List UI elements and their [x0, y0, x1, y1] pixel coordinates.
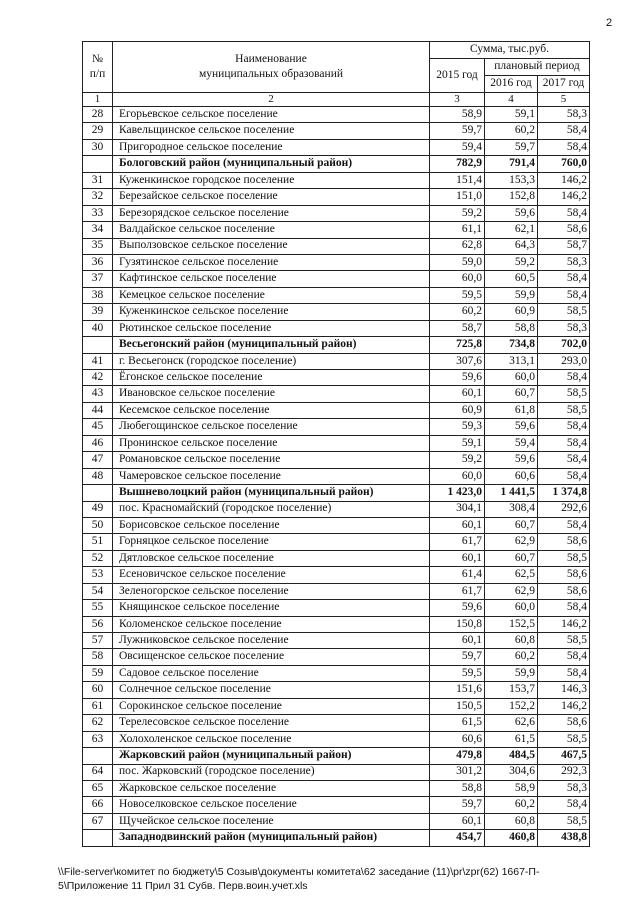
col-header-plan-period: плановый период — [485, 59, 590, 76]
value-2017: 58,6 — [538, 583, 590, 599]
value-2015: 151,6 — [430, 682, 485, 698]
table-row — [83, 698, 590, 714]
value-2015: 150,8 — [430, 616, 485, 632]
table-row — [83, 402, 590, 418]
municipality-name: Рютинское сельское поселение — [113, 320, 430, 336]
table-row — [83, 583, 590, 599]
value-2015: 61,7 — [430, 534, 485, 550]
row-number: 47 — [83, 452, 113, 468]
col-header-2015: 2015 год — [430, 59, 485, 93]
row-number: 52 — [83, 550, 113, 566]
file-path-footer — [58, 865, 539, 893]
value-2016: 153,7 — [485, 682, 538, 698]
value-2016: 59,4 — [485, 435, 538, 451]
value-2015: 59,1 — [430, 435, 485, 451]
value-2017: 58,5 — [538, 386, 590, 402]
row-number: 35 — [83, 238, 113, 254]
value-2015: 304,1 — [430, 501, 485, 517]
row-number: 55 — [83, 600, 113, 616]
municipality-name: Новоселковское сельское поселение — [113, 797, 430, 813]
value-2016: 60,7 — [485, 517, 538, 533]
row-number: 45 — [83, 419, 113, 435]
value-2015: 59,7 — [430, 797, 485, 813]
municipality-name: Овсищенское сельское поселение — [113, 649, 430, 665]
row-number: 29 — [83, 123, 113, 139]
row-number: 31 — [83, 172, 113, 188]
row-number: 32 — [83, 189, 113, 205]
value-2016: 64,3 — [485, 238, 538, 254]
value-2015: 307,6 — [430, 353, 485, 369]
value-2015: 61,7 — [430, 583, 485, 599]
value-2016: 59,1 — [485, 107, 538, 123]
value-2015: 58,7 — [430, 320, 485, 336]
row-number — [83, 830, 113, 846]
municipality-name: Выползовское сельское поселение — [113, 238, 430, 254]
row-number: 42 — [83, 370, 113, 386]
col-number: 3 — [430, 93, 485, 107]
value-2015: 58,8 — [430, 780, 485, 796]
value-2016: 59,2 — [485, 254, 538, 270]
value-2015: 59,7 — [430, 649, 485, 665]
value-2015: 60,1 — [430, 517, 485, 533]
value-2017: 58,6 — [538, 222, 590, 238]
municipality-name: Весьегонский район (муниципальный район) — [113, 337, 430, 353]
file-path-line: 5\Приложение 11 Прил 31 Субв. Перв.воин.учет.xls — [58, 880, 308, 892]
value-2016: 152,8 — [485, 189, 538, 205]
value-2016: 153,3 — [485, 172, 538, 188]
value-2016: 59,6 — [485, 205, 538, 221]
row-number: 64 — [83, 764, 113, 780]
value-2015: 60,1 — [430, 813, 485, 829]
value-2016: 308,4 — [485, 501, 538, 517]
table-row — [83, 616, 590, 632]
municipality-name: пос. Красномайский (городское поселение) — [113, 501, 430, 517]
value-2017: 58,4 — [538, 435, 590, 451]
table-row — [83, 189, 590, 205]
municipality-name: Валдайское сельское поселение — [113, 222, 430, 238]
value-2016: 59,7 — [485, 139, 538, 155]
value-2016: 60,6 — [485, 468, 538, 484]
value-2017: 292,6 — [538, 501, 590, 517]
municipality-name: Пригородное сельское поселение — [113, 139, 430, 155]
column-number-row — [83, 93, 590, 107]
value-2016: 62,6 — [485, 715, 538, 731]
row-number: 44 — [83, 402, 113, 418]
value-2016: 60,0 — [485, 600, 538, 616]
municipality-name: Горняцкое сельское поселение — [113, 534, 430, 550]
value-2017: 58,4 — [538, 271, 590, 287]
row-number: 36 — [83, 254, 113, 270]
col-number: 1 — [83, 93, 113, 107]
subsidy-table — [82, 41, 590, 847]
district-total-row — [83, 748, 590, 764]
table-row — [83, 468, 590, 484]
row-number: 39 — [83, 304, 113, 320]
value-2017: 146,2 — [538, 698, 590, 714]
municipality-name: пос. Жарковский (городское поселение) — [113, 764, 430, 780]
value-2015: 301,2 — [430, 764, 485, 780]
table-row — [83, 254, 590, 270]
row-number: 66 — [83, 797, 113, 813]
table-row — [83, 813, 590, 829]
row-number: 46 — [83, 435, 113, 451]
value-2015: 60,9 — [430, 402, 485, 418]
row-number: 65 — [83, 780, 113, 796]
municipality-name: Зеленогорское сельское поселение — [113, 583, 430, 599]
table-row — [83, 107, 590, 123]
table-row — [83, 600, 590, 616]
municipality-name: Гузятинское сельское поселение — [113, 254, 430, 270]
table-row — [83, 419, 590, 435]
value-2015: 59,2 — [430, 452, 485, 468]
value-2017: 58,4 — [538, 797, 590, 813]
value-2016: 59,9 — [485, 665, 538, 681]
table-row — [83, 665, 590, 681]
col-number: 4 — [485, 93, 538, 107]
value-2017: 58,6 — [538, 567, 590, 583]
district-total-row — [83, 485, 590, 501]
value-2016: 60,9 — [485, 304, 538, 320]
table-row — [83, 353, 590, 369]
district-total-row — [83, 156, 590, 172]
value-2017: 438,8 — [538, 830, 590, 846]
row-number: 61 — [83, 698, 113, 714]
col-number: 2 — [113, 93, 430, 107]
municipality-name: Княщинское сельское поселение — [113, 600, 430, 616]
municipality-name: Щучейское сельское поселение — [113, 813, 430, 829]
value-2017: 58,4 — [538, 139, 590, 155]
table-row — [83, 731, 590, 747]
value-2015: 59,5 — [430, 287, 485, 303]
value-2015: 782,9 — [430, 156, 485, 172]
table-row — [83, 797, 590, 813]
col-header-sum: Сумма, тыс.руб. — [430, 42, 590, 59]
value-2016: 58,8 — [485, 320, 538, 336]
value-2015: 59,4 — [430, 139, 485, 155]
municipality-name: Жарковское сельское поселение — [113, 780, 430, 796]
value-2017: 293,0 — [538, 353, 590, 369]
value-2017: 467,5 — [538, 748, 590, 764]
table-header — [83, 42, 590, 107]
value-2017: 146,2 — [538, 616, 590, 632]
value-2015: 454,7 — [430, 830, 485, 846]
municipality-name: Ёгонское сельское поселение — [113, 370, 430, 386]
value-2017: 58,4 — [538, 452, 590, 468]
value-2017: 146,2 — [538, 189, 590, 205]
value-2017: 1 374,8 — [538, 485, 590, 501]
value-2017: 58,4 — [538, 205, 590, 221]
row-number: 60 — [83, 682, 113, 698]
value-2016: 60,7 — [485, 550, 538, 566]
value-2016: 60,5 — [485, 271, 538, 287]
value-2017: 58,4 — [538, 123, 590, 139]
value-2015: 151,4 — [430, 172, 485, 188]
table-row — [83, 649, 590, 665]
value-2017: 58,3 — [538, 780, 590, 796]
value-2017: 146,3 — [538, 682, 590, 698]
row-number — [83, 156, 113, 172]
value-2016: 734,8 — [485, 337, 538, 353]
table-row — [83, 501, 590, 517]
municipality-name: Егорьевское сельское поселение — [113, 107, 430, 123]
value-2016: 61,5 — [485, 731, 538, 747]
value-2016: 62,5 — [485, 567, 538, 583]
value-2015: 60,0 — [430, 468, 485, 484]
value-2017: 58,7 — [538, 238, 590, 254]
value-2017: 702,0 — [538, 337, 590, 353]
value-2016: 60,0 — [485, 370, 538, 386]
row-number: 34 — [83, 222, 113, 238]
row-number: 62 — [83, 715, 113, 731]
row-number: 51 — [83, 534, 113, 550]
col-header-2016: 2016 год — [485, 76, 538, 93]
col-header-num: № п/п — [83, 42, 113, 93]
col-header-name: Наименование муниципальных образований — [113, 42, 430, 93]
value-2016: 62,9 — [485, 534, 538, 550]
table-row — [83, 435, 590, 451]
value-2017: 58,5 — [538, 550, 590, 566]
value-2015: 62,8 — [430, 238, 485, 254]
row-number: 63 — [83, 731, 113, 747]
value-2017: 58,4 — [538, 287, 590, 303]
value-2016: 62,1 — [485, 222, 538, 238]
municipality-name: Кафтинское сельское поселение — [113, 271, 430, 287]
value-2016: 58,9 — [485, 780, 538, 796]
value-2017: 58,5 — [538, 731, 590, 747]
value-2017: 58,4 — [538, 370, 590, 386]
value-2015: 59,0 — [430, 254, 485, 270]
table-row — [83, 715, 590, 731]
value-2016: 60,7 — [485, 386, 538, 402]
table-row — [83, 123, 590, 139]
value-2015: 59,6 — [430, 370, 485, 386]
value-2017: 58,4 — [538, 600, 590, 616]
row-number: 28 — [83, 107, 113, 123]
value-2017: 146,2 — [538, 172, 590, 188]
value-2016: 59,9 — [485, 287, 538, 303]
value-2015: 150,5 — [430, 698, 485, 714]
value-2017: 58,3 — [538, 107, 590, 123]
value-2017: 58,6 — [538, 715, 590, 731]
municipality-name: Лужниковское сельское поселение — [113, 633, 430, 649]
row-number: 49 — [83, 501, 113, 517]
value-2015: 60,1 — [430, 386, 485, 402]
municipality-name: Дятловское сельское поселение — [113, 550, 430, 566]
value-2016: 60,2 — [485, 123, 538, 139]
district-total-row — [83, 830, 590, 846]
value-2015: 479,8 — [430, 748, 485, 764]
municipality-name: Пронинское сельское поселение — [113, 435, 430, 451]
row-number: 38 — [83, 287, 113, 303]
page-number: 2 — [606, 17, 613, 29]
value-2016: 59,6 — [485, 452, 538, 468]
municipality-name: Куженкинское сельское поселение — [113, 304, 430, 320]
municipality-name: Кавельщинское сельское поселение — [113, 123, 430, 139]
value-2015: 60,1 — [430, 550, 485, 566]
value-2017: 58,5 — [538, 304, 590, 320]
table-body — [83, 107, 590, 847]
value-2015: 61,4 — [430, 567, 485, 583]
municipality-name: Западнодвинский район (муниципальный район) — [113, 830, 430, 846]
table-row — [83, 304, 590, 320]
municipality-name: Сорокинское сельское поселение — [113, 698, 430, 714]
municipality-name: Бологовский район (муниципальный район) — [113, 156, 430, 172]
table-row — [83, 271, 590, 287]
value-2017: 292,3 — [538, 764, 590, 780]
district-total-row — [83, 337, 590, 353]
municipality-name: Жарковский район (муниципальный район) — [113, 748, 430, 764]
municipality-name: Чамеровское сельское поселение — [113, 468, 430, 484]
value-2016: 484,5 — [485, 748, 538, 764]
value-2015: 60,2 — [430, 304, 485, 320]
value-2017: 760,0 — [538, 156, 590, 172]
col-number: 5 — [538, 93, 590, 107]
row-number: 54 — [83, 583, 113, 599]
row-number: 58 — [83, 649, 113, 665]
value-2015: 151,0 — [430, 189, 485, 205]
row-number: 48 — [83, 468, 113, 484]
value-2017: 58,5 — [538, 633, 590, 649]
municipality-name: Кесемское сельское поселение — [113, 402, 430, 418]
table-row — [83, 205, 590, 221]
value-2015: 58,9 — [430, 107, 485, 123]
value-2015: 61,1 — [430, 222, 485, 238]
row-number: 50 — [83, 517, 113, 533]
value-2016: 61,8 — [485, 402, 538, 418]
table-row — [83, 370, 590, 386]
table-row — [83, 534, 590, 550]
table-row — [83, 517, 590, 533]
row-number: 59 — [83, 665, 113, 681]
row-number: 33 — [83, 205, 113, 221]
row-number: 57 — [83, 633, 113, 649]
file-path-line: \\File-server\комитет по бюджету\5 Созыв\документы комитета\62 заседание (11)\pr\zpr(62) 1667-П- — [58, 866, 540, 878]
value-2016: 152,2 — [485, 698, 538, 714]
row-number — [83, 485, 113, 501]
municipality-name: Романовское сельское поселение — [113, 452, 430, 468]
value-2017: 58,6 — [538, 534, 590, 550]
table-row — [83, 567, 590, 583]
value-2015: 725,8 — [430, 337, 485, 353]
municipality-name: Куженкинское городское поселение — [113, 172, 430, 188]
municipality-name: Есеновичское сельское поселение — [113, 567, 430, 583]
value-2015: 1 423,0 — [430, 485, 485, 501]
municipality-name: Холохоленское сельское поселение — [113, 731, 430, 747]
value-2015: 60,0 — [430, 271, 485, 287]
municipality-name: г. Весьегонск (городское поселение) — [113, 353, 430, 369]
row-number: 67 — [83, 813, 113, 829]
value-2016: 60,8 — [485, 633, 538, 649]
municipality-name: Солнечное сельское поселение — [113, 682, 430, 698]
municipality-name: Березайское сельское поселение — [113, 189, 430, 205]
value-2017: 58,3 — [538, 320, 590, 336]
table-row — [83, 222, 590, 238]
row-number — [83, 748, 113, 764]
value-2016: 59,6 — [485, 419, 538, 435]
value-2016: 60,2 — [485, 797, 538, 813]
value-2016: 60,2 — [485, 649, 538, 665]
table-row — [83, 633, 590, 649]
value-2017: 58,5 — [538, 402, 590, 418]
value-2017: 58,3 — [538, 254, 590, 270]
value-2016: 1 441,5 — [485, 485, 538, 501]
municipality-name: Борисовское сельское поселение — [113, 517, 430, 533]
municipality-name: Терелесовское сельское поселение — [113, 715, 430, 731]
value-2017: 58,4 — [538, 468, 590, 484]
row-number: 30 — [83, 139, 113, 155]
row-number — [83, 337, 113, 353]
row-number: 56 — [83, 616, 113, 632]
table-row — [83, 386, 590, 402]
municipality-name: Березорядское сельское поселение — [113, 205, 430, 221]
col-header-2017: 2017 год — [538, 76, 590, 93]
value-2016: 791,4 — [485, 156, 538, 172]
table-row — [83, 550, 590, 566]
table-row — [83, 287, 590, 303]
table-row — [83, 139, 590, 155]
table-row — [83, 320, 590, 336]
value-2015: 59,6 — [430, 600, 485, 616]
value-2016: 313,1 — [485, 353, 538, 369]
municipality-name: Коломенское сельское поселение — [113, 616, 430, 632]
table-row — [83, 764, 590, 780]
value-2015: 61,5 — [430, 715, 485, 731]
value-2016: 304,6 — [485, 764, 538, 780]
value-2015: 59,2 — [430, 205, 485, 221]
municipality-name: Кемецкое сельское поселение — [113, 287, 430, 303]
municipality-name: Вышневолоцкий район (муниципальный район) — [113, 485, 430, 501]
value-2017: 58,5 — [538, 813, 590, 829]
value-2017: 58,4 — [538, 665, 590, 681]
table-row — [83, 238, 590, 254]
table-row — [83, 172, 590, 188]
value-2015: 60,6 — [430, 731, 485, 747]
row-number: 43 — [83, 386, 113, 402]
value-2016: 152,5 — [485, 616, 538, 632]
table-row — [83, 682, 590, 698]
value-2017: 58,4 — [538, 419, 590, 435]
value-2015: 59,3 — [430, 419, 485, 435]
table-row — [83, 780, 590, 796]
value-2015: 60,1 — [430, 633, 485, 649]
row-number: 41 — [83, 353, 113, 369]
row-number: 53 — [83, 567, 113, 583]
table-row — [83, 452, 590, 468]
row-number: 37 — [83, 271, 113, 287]
municipality-name: Ивановское сельское поселение — [113, 386, 430, 402]
value-2017: 58,4 — [538, 517, 590, 533]
value-2015: 59,5 — [430, 665, 485, 681]
municipality-name: Садовое сельское поселение — [113, 665, 430, 681]
row-number: 40 — [83, 320, 113, 336]
value-2017: 58,4 — [538, 649, 590, 665]
value-2016: 460,8 — [485, 830, 538, 846]
value-2015: 59,7 — [430, 123, 485, 139]
value-2016: 60,8 — [485, 813, 538, 829]
municipality-name: Любегощинское сельское поселение — [113, 419, 430, 435]
value-2016: 62,9 — [485, 583, 538, 599]
